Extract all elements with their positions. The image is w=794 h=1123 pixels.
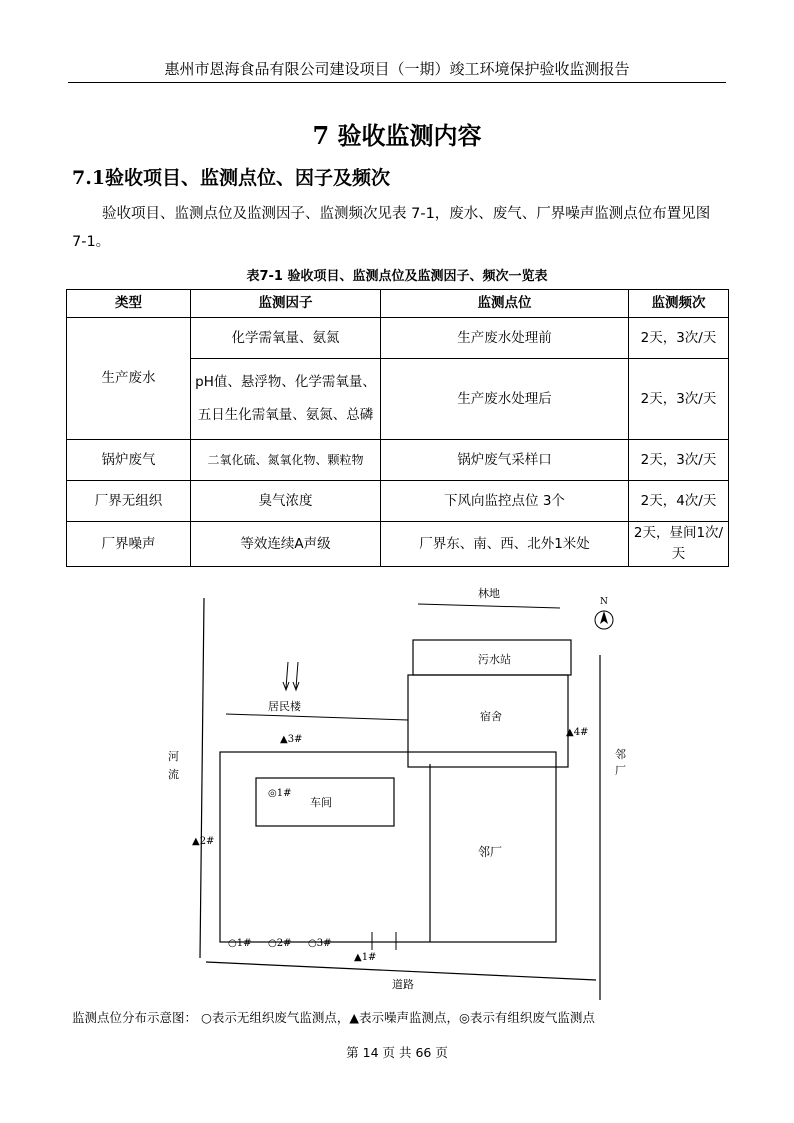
- river-label: 河: [168, 750, 179, 763]
- monitoring-table: [66, 289, 729, 567]
- cell-type: 厂界无组织: [67, 481, 191, 522]
- air-point-1: ○1#: [228, 938, 252, 949]
- section-title: 7.1验收项目、监测点位、因子及频次: [72, 167, 391, 189]
- air-point-3: ○3#: [308, 938, 332, 949]
- workshop-label: 车间: [310, 796, 332, 809]
- sewage-label: 污水站: [478, 653, 511, 666]
- noise-point-2: ▲2#: [192, 836, 215, 847]
- cell-factor: 等效连续A声级: [191, 522, 381, 567]
- north-label: N: [600, 597, 608, 607]
- cell-type: 锅炉废气: [67, 440, 191, 481]
- north-arrow-icon: [595, 597, 613, 629]
- header-factor: 监测因子: [191, 290, 381, 318]
- cell-factor: 化学需氧量、氨氮: [191, 318, 381, 359]
- wind-direction-icon: [283, 662, 299, 690]
- cell-factor-line: 五日生化需氧量、氨氮、总磷: [197, 407, 374, 423]
- cell-point: 厂界东、南、西、北外1米处: [381, 522, 629, 567]
- forest-boundary: [418, 604, 560, 608]
- chapter-title: 7 验收监测内容: [312, 121, 482, 150]
- noise-point-1: ▲1#: [354, 952, 377, 963]
- neighbor-east-label: 厂: [615, 764, 626, 777]
- cell-point: 下风向监控点位 3个: [381, 481, 629, 522]
- neighbor-factory-label: 邻厂: [478, 845, 503, 859]
- cell-point: 生产废水处理后: [381, 359, 629, 440]
- cell-type: 生产废水: [67, 318, 191, 440]
- table-row: [67, 481, 729, 522]
- dorm-label: 宿舍: [480, 710, 502, 723]
- header-point: 监测点位: [381, 290, 629, 318]
- table-row: [67, 318, 729, 359]
- page-header: 惠州市恩海食品有限公司建设项目（一期）竣工环境保护验收监测报告: [68, 58, 726, 83]
- cell-freq: 2天，3次/天: [629, 318, 729, 359]
- map-legend: 监测点位分布示意图： ○表示无组织废气监测点，▲表示噪声监测点，◎表示有组织废气监测点: [72, 1010, 595, 1025]
- cell-factor: 二氧化硫、氮氧化物、颗粒物: [191, 440, 381, 481]
- cell-factor: [191, 359, 381, 440]
- plant-site-boundary: [220, 752, 556, 942]
- river-label: 流: [168, 768, 179, 781]
- cell-type: 厂界噪声: [67, 522, 191, 567]
- page-number: 第 14 页 共 66 页: [346, 1045, 448, 1060]
- residential-boundary: [226, 714, 408, 720]
- table-row: [67, 440, 729, 481]
- forest-label: 林地: [478, 587, 500, 600]
- cell-freq: 2天，3次/天: [629, 440, 729, 481]
- noise-point-4: ▲4#: [566, 727, 589, 738]
- cell-point: 锅炉废气采样口: [381, 440, 629, 481]
- cell-freq: 2天，3次/天: [629, 359, 729, 440]
- header-freq: 监测频次: [629, 290, 729, 318]
- table-row: [67, 522, 729, 567]
- cell-freq: 2天，4次/天: [629, 481, 729, 522]
- intro-paragraph: 验收项目、监测点位及监测因子、监测频次见表 7-1，废水、废气、厂界噪声监测点位布置见图7-1。: [72, 206, 711, 250]
- cell-factor: 臭气浓度: [191, 481, 381, 522]
- residential-label: 居民楼: [268, 700, 301, 713]
- air-point-2: ○2#: [268, 938, 292, 949]
- cell-factor-line: pH值、悬浮物、化学需氧量、: [195, 374, 376, 390]
- river-line-west: [200, 598, 204, 958]
- table-header-row: [67, 290, 729, 318]
- header-type: 类型: [67, 290, 191, 318]
- noise-point-3: ▲3#: [280, 734, 303, 745]
- stack-point-1: ◎1#: [268, 788, 292, 799]
- cell-point: 生产废水处理前: [381, 318, 629, 359]
- cell-freq: 2天，昼间1次/天: [629, 522, 729, 567]
- table-caption: 表7-1 验收项目、监测点位及监测因子、频次一览表: [246, 269, 548, 284]
- road-label: 道路: [392, 978, 414, 991]
- site-map: [160, 580, 630, 1000]
- neighbor-east-label: 邻: [615, 748, 626, 761]
